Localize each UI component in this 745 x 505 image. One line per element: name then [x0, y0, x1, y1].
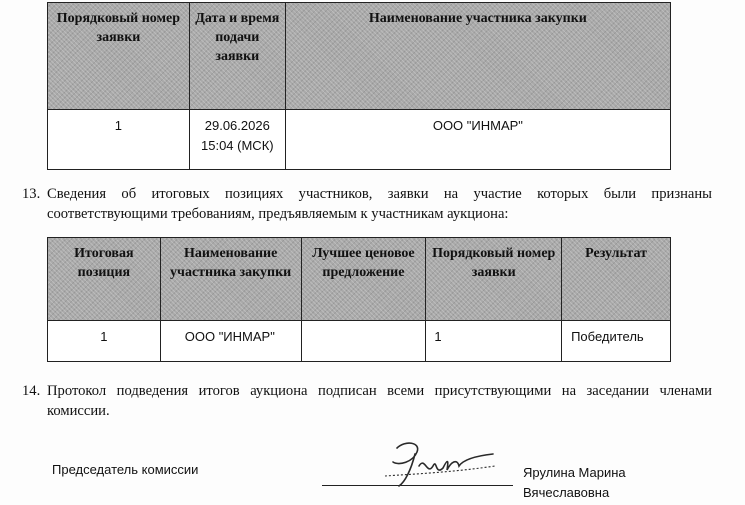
submission-date: 29.06.2026: [204, 118, 270, 133]
table-header-row: [48, 238, 671, 321]
section-14-text: Протокол подведения итогов аукциона подписан всеми присутствующими на заседании членами комиссии.: [47, 383, 712, 419]
section-13: [22, 184, 712, 224]
cell-final-position: 1: [48, 321, 161, 362]
table-row: [48, 321, 671, 362]
chairman-name-line2: Вячеславовна: [523, 485, 610, 500]
header-result: Результат: [562, 238, 671, 321]
section-13-text: Сведения об итоговых позициях участников, заявки на участие которых были признаны соответствующими требованиям, предъявляемым к участникам аукциона:: [47, 186, 712, 222]
applications-table: [47, 2, 671, 170]
submission-time: 15:04 (МСК): [201, 138, 274, 153]
cell-participant-name: ООО "ИНМАР": [160, 321, 301, 362]
header-application-number: Порядковый номер заявки: [48, 3, 190, 110]
section-14-number: 14.: [22, 383, 41, 399]
header-application-number: Порядковый номер заявки: [426, 238, 562, 321]
cell-application-number: 1: [48, 110, 190, 170]
table-row: [48, 110, 671, 170]
chairman-name-line1: Ярулина Марина: [523, 465, 626, 480]
cell-result: Победитель: [562, 321, 671, 362]
cell-best-offer: [301, 321, 426, 362]
header-submission-date: Дата и время подачи заявки: [189, 3, 285, 110]
handwritten-signature: [375, 436, 505, 492]
cell-submission-datetime: [189, 110, 285, 170]
header-participant-name: Наименование участника закупки: [160, 238, 301, 321]
cell-participant-name: ООО "ИНМАР": [285, 110, 670, 170]
section-13-number: 13.: [22, 186, 41, 202]
chairman-name: [523, 463, 626, 503]
header-final-position: Итоговая позиция: [48, 238, 161, 321]
table-header-row: [48, 3, 671, 110]
chairman-label: Председатель комиссии: [52, 462, 199, 477]
header-best-offer: Лучшее ценовое предложение: [301, 238, 426, 321]
header-participant-name: Наименование участника закупки: [285, 3, 670, 110]
final-positions-table: [47, 237, 671, 362]
cell-application-number: 1: [426, 321, 562, 362]
section-14: [22, 381, 712, 421]
